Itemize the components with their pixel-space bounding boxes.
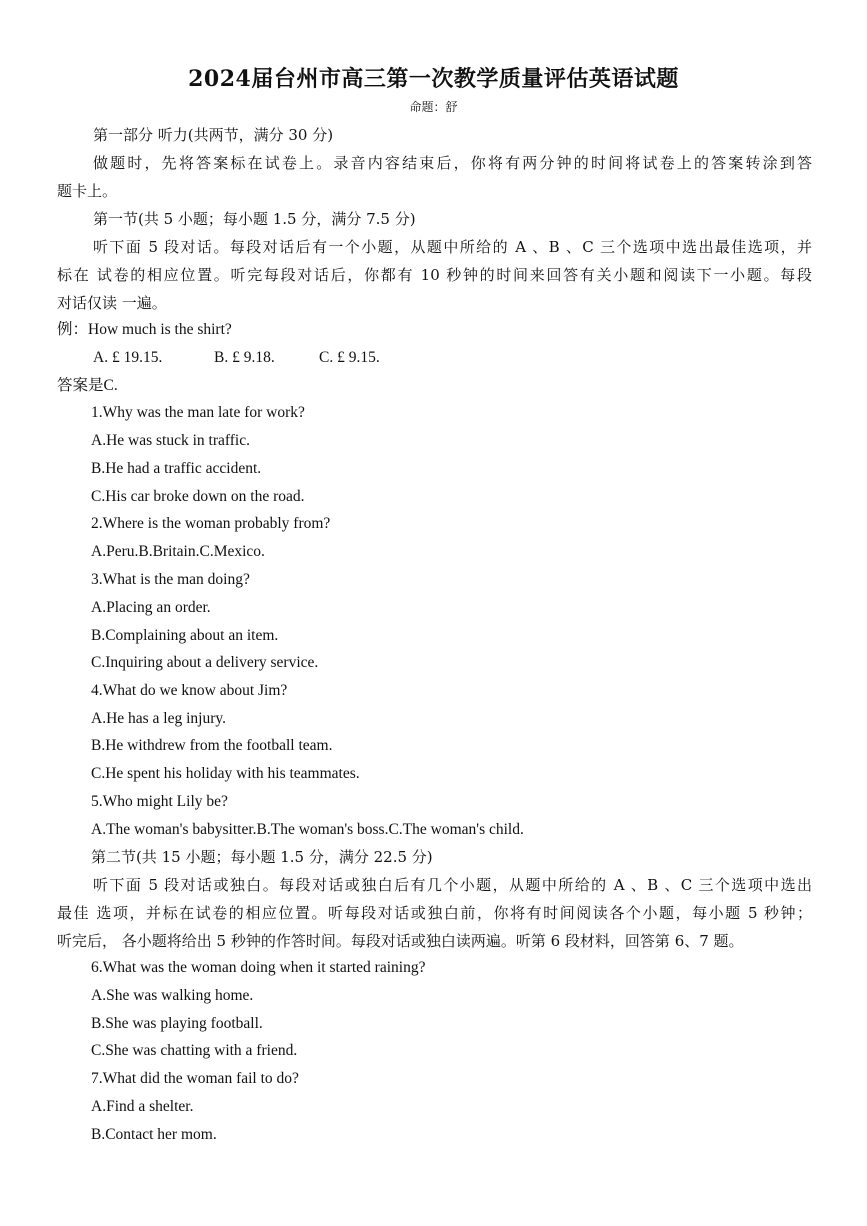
option-b: B.She was playing football. [91, 1015, 263, 1032]
options-inline: A.Peru.B.Britain.C.Mexico. [91, 543, 265, 560]
section1-heading: 第一节(共 5 小题；每小题 1.5 分，满分 7.5 分) [93, 210, 416, 228]
option-b: B.Contact her mom. [91, 1126, 217, 1143]
option-a: A.He was stuck in traffic. [91, 432, 250, 449]
option-c: C.He spent his holiday with his teammates. [91, 765, 360, 782]
section1-instruction-line2: 标在 试卷的相应位置。听完每段对话后，你都有 10 秒钟的时间来回答有关小题和阅读下一小题。每段 [57, 266, 812, 284]
options-inline: A.The woman's babysitter.B.The woman's boss.C.The woman's child. [91, 821, 524, 838]
question-text: 7.What did the woman fail to do? [91, 1070, 299, 1087]
option-b: B.He withdrew from the football team. [91, 737, 333, 754]
part1-heading: 第一部分 听力(共两节，满分 30 分) [93, 126, 334, 144]
section2-instruction-line3: 听完后， 各小题将给出 5 秒钟的作答时间。每段对话或独白读两遍。听第 6 段材料，回答第 6、7 题。 [57, 932, 744, 950]
author-line: 命题：舒 [409, 100, 458, 114]
part1-instruction-line2: 题卡上。 [57, 182, 118, 200]
option-c: C.His car broke down on the road. [91, 488, 305, 505]
section2-instruction-line1: 听下面 5 段对话或独白。每段对话或独白后有几个小题，从题中所给的 A 、B 、C 三个选项中选出 [93, 876, 812, 894]
section1-instruction-line3: 对话仅读 一遍。 [57, 294, 167, 312]
section2-heading: 第二节(共 15 小题；每小题 1.5 分，满分 22.5 分) [91, 848, 433, 866]
example-question: 例：How much is the shirt? [57, 321, 232, 338]
question-text: 4.What do we know about Jim? [91, 682, 288, 699]
option-a: A.Placing an order. [91, 599, 211, 616]
question-text: 3.What is the man doing? [91, 571, 250, 588]
question-text: 1.Why was the man late for work? [91, 404, 305, 421]
question-text: 6.What was the woman doing when it started raining? [91, 959, 426, 976]
option-b: B.He had a traffic accident. [91, 460, 262, 477]
example-option-b: B. £ 9.18. [214, 349, 275, 366]
option-b: B.Complaining about an item. [91, 627, 279, 644]
example-option-c: C. £ 9.15. [319, 349, 380, 366]
example-answer: 答案是C. [57, 377, 118, 394]
page-title: 2024届台州市高三第一次教学质量评估英语试题 [188, 66, 679, 92]
question-text: 2.Where is the woman probably from? [91, 515, 331, 532]
section2-instruction-line2: 最佳 选项，并标在试卷的相应位置。听每段对话或独白前，你将有时间阅读各个小题，每小题 5 秒钟； [57, 904, 812, 922]
question-text: 5.Who might Lily be? [91, 793, 228, 810]
option-a: A.Find a shelter. [91, 1098, 194, 1115]
option-a: A.He has a leg injury. [91, 710, 227, 727]
example-option-a: A. £ 19.15. [93, 349, 163, 366]
option-c: C.Inquiring about a delivery service. [91, 654, 319, 671]
option-c: C.She was chatting with a friend. [91, 1042, 298, 1059]
section1-instruction-line1: 听下面 5 段对话。每段对话后有一个小题，从题中所给的 A 、B 、C 三个选项中选出最佳选项，并 [93, 238, 812, 256]
part1-instruction-line1: 做题时，先将答案标在试卷上。录音内容结束后，你将有两分钟的时间将试卷上的答案转涂到答 [93, 154, 812, 172]
option-a: A.She was walking home. [91, 987, 254, 1004]
